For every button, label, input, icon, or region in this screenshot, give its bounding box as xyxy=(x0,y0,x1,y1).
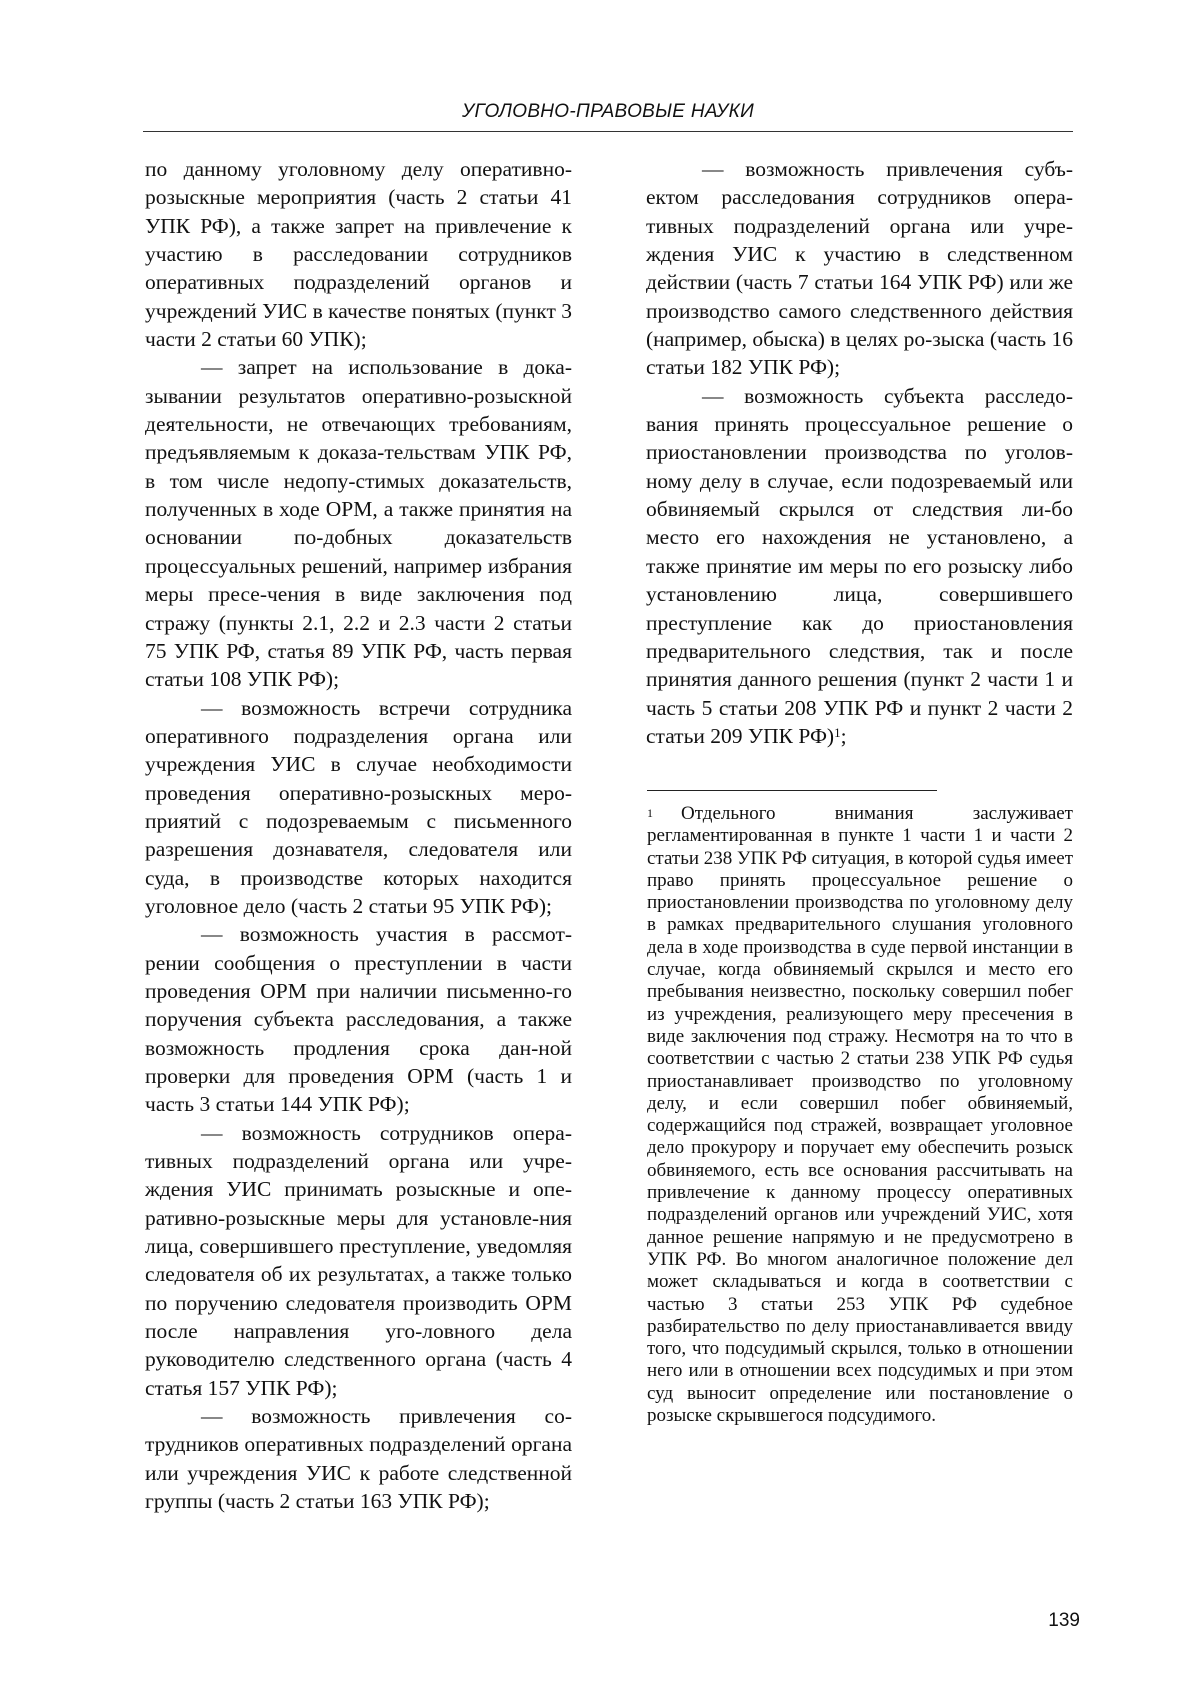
footnote-separator xyxy=(647,790,937,791)
footnote xyxy=(647,803,1073,1427)
footnote-marker: 1 xyxy=(647,806,653,820)
footnote-text: Отдельного внимания заслуживает регламентированная в пункте 1 части 1 и части 2 статьи 238 УПК РФ ситуация, в которой судья имеет право принять процессуальное решение о приостановлении производства по уголовному делу в рамках предварительного слушания уголовного дела в ходе производства в суде первой инстанции в случае, когда обвиняемый скрылся и место его пребывания неизвестно, поскольку совершил побег из учреждения, реализующего меру пресечения в виде заключения под стражу. Несмотря на то что в соответствии с частью 2 статьи 238 УПК РФ судья приостанавливает производство по уголовному делу, и если совершил побег обвиняемый, содержащийся под стражей, возвращает уголовное дело прокурору и поручает ему обеспечить розыск обвиняемого, есть все основания рассчитывать на привлечение к данному процессу оперативных подразделений органов или учреждений УИС, хотя данное решение напрямую и не предусмотрено в УПК РФ. Во многом аналогичное положение дел может складываться и когда в соответствии с частью 3 статьи 253 УПК РФ судебное разбирательство по делу приостанавливается ввиду того, что подсудимый скрылся, только в отношении него или в отношении всех подсудимых и при этом суд выносит определение или постановление о розыске скрывшегося подсудимого. xyxy=(647,803,1073,1427)
paragraph: — возможность встречи сотрудника оперативного подразделения органа или учреждения УИС в случае необходимости проведения оперативно-розыскных меро-приятий с подозреваемым с письменного разрешения дознавателя, следователя или суда, в производстве которых находится уголовное дело (часть 2 статьи 95 УПК РФ); xyxy=(145,695,572,918)
paragraph: — возможность привлечения субъ-ектом расследования сотрудников опера-тивных подразделений органа или учре-ждения УИС к участию в следственном действии (часть 7 статьи 164 УПК РФ) или же производство самого следственного действия (например, обыска) в целях ро-зыска (часть 16 статьи 182 УПК РФ); xyxy=(646,157,1073,380)
paragraph-text: — возможность субъекта расследо-вания принять процессуальное решение о приостановлении производства по уголов-ному делу в случае, если подозреваемый или обвиняемый скрылся от следствия ли-бо место его нахождения не установлено, а также принятие им меры по его розыску либо установлению лица, совершившего преступление как до приостановления предварительного следствия, так и после принятия данного решения (пункт 2 части 1 и часть 5 статьи 208 УПК РФ и пункт 2 части 2 статьи 209 УПК РФ) xyxy=(646,383,1073,748)
footnote-reference[interactable]: 1 xyxy=(834,724,841,740)
right-column xyxy=(646,155,1073,750)
paragraph: — возможность участия в рассмот-рении сообщения о преступлении в части проведения ОРМ при наличии письменно-го поручения субъекта расследования, а также возможность продления срока дан-ной проверки для проведения ОРМ (часть 1 и часть 3 статьи 144 УПК РФ); xyxy=(145,922,572,1117)
paragraph: — запрет на использование в дока-зывании результатов оперативно-розыскной деятельности, не отвечающих требованиям, предъявляемым к доказа-тельствам УПК РФ, в том числе недопу-стимых доказательств, полученных в ходе ОРМ, а также принятия на основании по-добных доказательств процессуальных решений, например избрания меры пресе-чения в виде заключения под стражу (пункты 2.1, 2.2 и 2.3 части 2 статьи 75 УПК РФ, статья 89 УПК РФ, часть первая статьи 108 УПК РФ); xyxy=(145,355,572,692)
page-number: 139 xyxy=(1048,1610,1080,1631)
paragraph: по данному уголовному делу оперативно-розыскные мероприятия (часть 2 статьи 41 УПК РФ), а также запрет на привлечение к участию в расследовании сотрудников оперативных подразделений органов и учреждений УИС в качестве понятых (пункт 3 части 2 статьи 60 УПК); xyxy=(145,157,572,352)
paragraph: — возможность привлечения со-трудников оперативных подразделений органа или учреждения УИС к работе следственной группы (часть 2 статьи 163 УПК РФ); xyxy=(145,1404,572,1514)
paragraph-tail: ; xyxy=(840,723,847,748)
left-column xyxy=(145,155,572,1516)
header-rule xyxy=(143,131,1073,132)
paragraph-with-footnote-ref xyxy=(646,382,1073,750)
paragraph: — возможность сотрудников опера-тивных подразделений органа или учре-ждения УИС принимать розыскные и опе-ративно-розыскные меры для установле-ния лица, совершившего преступление, уведомляя следователя об их результатах, а также только по поручению следователя производить ОРМ после направления уго-ловного дела руководителю следственного органа (часть 4 статья 157 УПК РФ); xyxy=(145,1120,572,1400)
running-header: УГОЛОВНО-ПРАВОВЫЕ НАУКИ xyxy=(462,101,754,122)
